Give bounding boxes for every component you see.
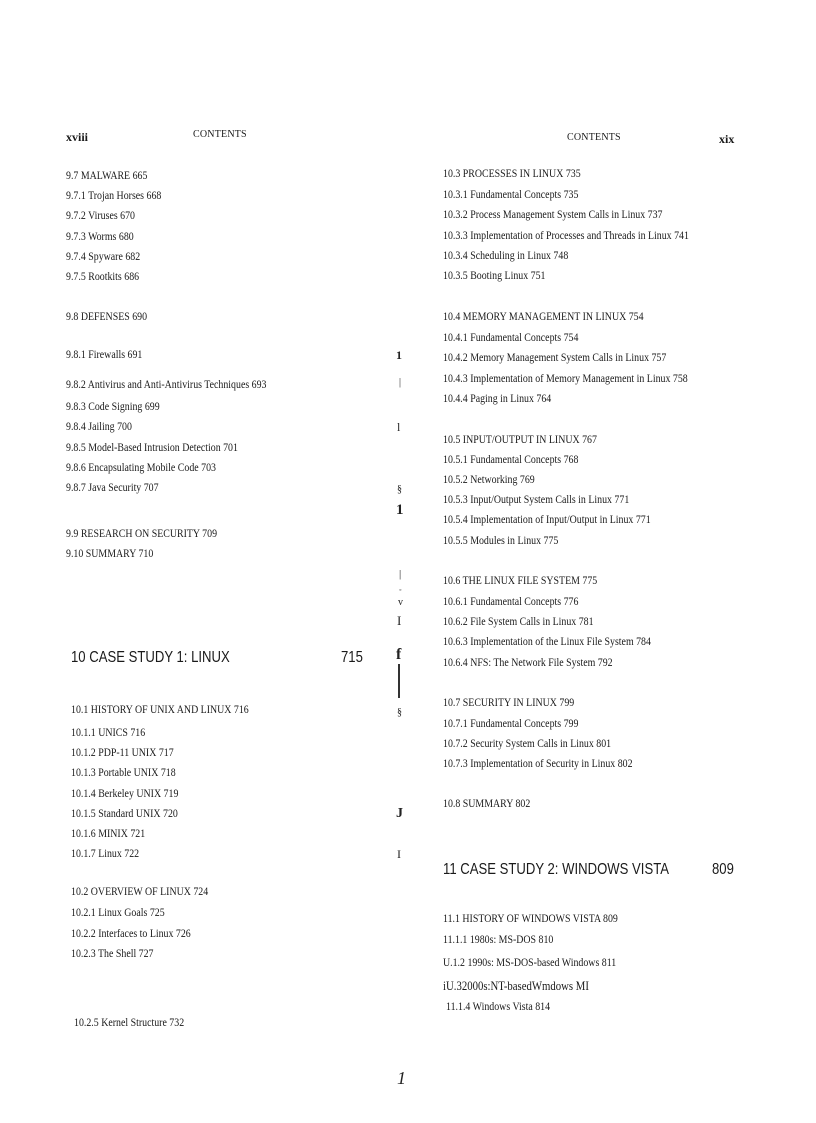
- toc-entry: 10.5 INPUT/OUTPUT IN LINUX 767: [443, 434, 597, 446]
- toc-entry: 9.8.1 Firewalls 691: [66, 349, 143, 361]
- toc-entry: 10.5.2 Networking 769: [443, 474, 535, 486]
- gutter-mark: 1: [396, 502, 404, 518]
- toc-entry: 10.8 SUMMARY 802: [443, 798, 531, 810]
- chapter-page-number: 809: [712, 861, 734, 878]
- gutter-mark: I: [397, 613, 402, 628]
- toc-entry: 9.10 SUMMARY 710: [66, 548, 154, 560]
- toc-entry: 11.1.1 1980s: MS-DOS 810: [443, 934, 554, 946]
- chapter-page-number: 715: [341, 649, 363, 666]
- toc-entry: 10.1.5 Standard UNIX 720: [71, 808, 178, 820]
- toc-entry: 10.2.5 Kernel Structure 732: [74, 1017, 185, 1029]
- toc-entry: 9.7.5 Rootkits 686: [66, 271, 140, 283]
- gutter-mark: §: [397, 484, 402, 495]
- toc-entry: 10.2 OVERVIEW OF LINUX 724: [71, 886, 209, 898]
- toc-entry: 10.4.4 Paging in Linux 764: [443, 393, 552, 405]
- gutter-mark: |: [399, 568, 402, 580]
- toc-entry: 10.5.4 Implementation of Input/Output in Linux 771: [443, 514, 651, 526]
- toc-entry: 10.1.2 PDP-11 UNIX 717: [71, 747, 174, 759]
- toc-entry: U.1.2 1990s: MS-DOS-based Windows 811: [443, 957, 617, 969]
- toc-entry: 9.8.3 Code Signing 699: [66, 401, 160, 413]
- toc-entry: 9.8.7 Java Security 707: [66, 482, 159, 494]
- right-page-number: xix: [719, 132, 735, 146]
- toc-entry: 9.8.5 Model-Based Intrusion Detection 701: [66, 442, 238, 454]
- toc-entry: 10.1.4 Berkeley UNIX 719: [71, 788, 179, 800]
- toc-entry: 10.2.2 Interfaces to Linux 726: [71, 928, 191, 940]
- toc-entry: 9.8.6 Encapsulating Mobile Code 703: [66, 462, 216, 474]
- toc-entry: 10.7.2 Security System Calls in Linux 801: [443, 738, 612, 750]
- toc-entry: 9.7.4 Spyware 682: [66, 251, 141, 263]
- gutter-mark: 1: [397, 1068, 406, 1088]
- left-running-header: CONTENTS: [193, 129, 247, 140]
- toc-entry: 9.8.4 Jailing 700: [66, 421, 132, 433]
- toc-entry: 10.4.1 Fundamental Concepts 754: [443, 332, 579, 344]
- gutter-mark: I: [397, 847, 401, 861]
- toc-entry: 10.7 SECURITY IN LINUX 799: [443, 697, 575, 709]
- toc-entry: 11.1 HISTORY OF WINDOWS VISTA 809: [443, 913, 618, 925]
- toc-entry: 10.1.3 Portable UNIX 718: [71, 767, 176, 779]
- toc-entry: 10.3 PROCESSES IN LINUX 735: [443, 168, 581, 180]
- toc-entry: 10.1.1 UNICS 716: [71, 727, 146, 739]
- gutter-mark: §: [397, 707, 402, 718]
- gutter-mark: v: [398, 597, 403, 608]
- toc-entry: 10.7.1 Fundamental Concepts 799: [443, 718, 579, 730]
- toc-entry: 10.2.3 The Shell 727: [71, 948, 154, 960]
- toc-entry: 9.7 MALWARE 665: [66, 170, 148, 182]
- gutter-mark: f: [396, 646, 402, 663]
- toc-entry: 10.5.3 Input/Output System Calls in Linux 771: [443, 494, 630, 506]
- toc-entry: 9.7.2 Viruses 670: [66, 210, 136, 222]
- gutter-mark: l: [397, 420, 401, 434]
- gutter-mark: |: [399, 377, 402, 388]
- gutter-mark: J: [396, 806, 403, 821]
- toc-entry: 10.4 MEMORY MANAGEMENT IN LINUX 754: [443, 311, 644, 323]
- toc-entry: 10.4.3 Implementation of Memory Management in Linux 758: [443, 373, 688, 385]
- chapter-title: 11 CASE STUDY 2: WINDOWS VISTA: [443, 861, 669, 878]
- toc-entry: 9.8.2 Antivirus and Anti-Antivirus Techniques 693: [66, 379, 267, 391]
- toc-entry: 9.9 RESEARCH ON SECURITY 709: [66, 528, 218, 540]
- toc-entry: 11.1.4 Windows Vista 814: [446, 1001, 551, 1013]
- toc-entry: 10.1 HISTORY OF UNIX AND LINUX 716: [71, 704, 249, 716]
- toc-entry: 9.7.1 Trojan Horses 668: [66, 190, 162, 202]
- toc-entry: 10.6 THE LINUX FILE SYSTEM 775: [443, 575, 598, 587]
- toc-entry: 10.5.5 Modules in Linux 775: [443, 535, 559, 547]
- toc-entry: 10.7.3 Implementation of Security in Linux 802: [443, 758, 633, 770]
- toc-entry: 10.3.1 Fundamental Concepts 735: [443, 189, 579, 201]
- toc-entry: 9.8 DEFENSES 690: [66, 311, 148, 323]
- toc-entry: 10.3.5 Booting Linux 751: [443, 270, 546, 282]
- chapter-title: 10 CASE STUDY 1: LINUX: [71, 649, 230, 666]
- toc-entry: 9.7.3 Worms 680: [66, 231, 134, 243]
- toc-entry: 10.5.1 Fundamental Concepts 768: [443, 454, 579, 466]
- toc-entry: 10.2.1 Linux Goals 725: [71, 907, 165, 919]
- left-page-number: xviii: [66, 130, 89, 144]
- gutter-mark: 1: [396, 348, 402, 362]
- gutter-bar: [398, 664, 400, 698]
- toc-entry: 10.6.4 NFS: The Network File System 792: [443, 657, 613, 669]
- toc-entry: 10.4.2 Memory Management System Calls in Linux 757: [443, 352, 667, 364]
- toc-entry: 10.1.7 Linux 722: [71, 848, 140, 860]
- gutter-mark: ◦: [399, 586, 402, 594]
- toc-entry: 10.6.1 Fundamental Concepts 776: [443, 596, 579, 608]
- toc-entry: 10.6.3 Implementation of the Linux File System 784: [443, 636, 651, 648]
- toc-entry: 10.3.3 Implementation of Processes and Threads in Linux 741: [443, 230, 689, 242]
- toc-entry: 10.3.2 Process Management System Calls in Linux 737: [443, 209, 663, 221]
- toc-entry: 10.3.4 Scheduling in Linux 748: [443, 250, 569, 262]
- toc-entry: 10.6.2 File System Calls in Linux 781: [443, 616, 594, 628]
- right-running-header: CONTENTS: [567, 132, 621, 143]
- toc-entry: iU.32000s:NT-basedWmdows MI: [443, 979, 589, 993]
- toc-entry: 10.1.6 MINIX 721: [71, 828, 146, 840]
